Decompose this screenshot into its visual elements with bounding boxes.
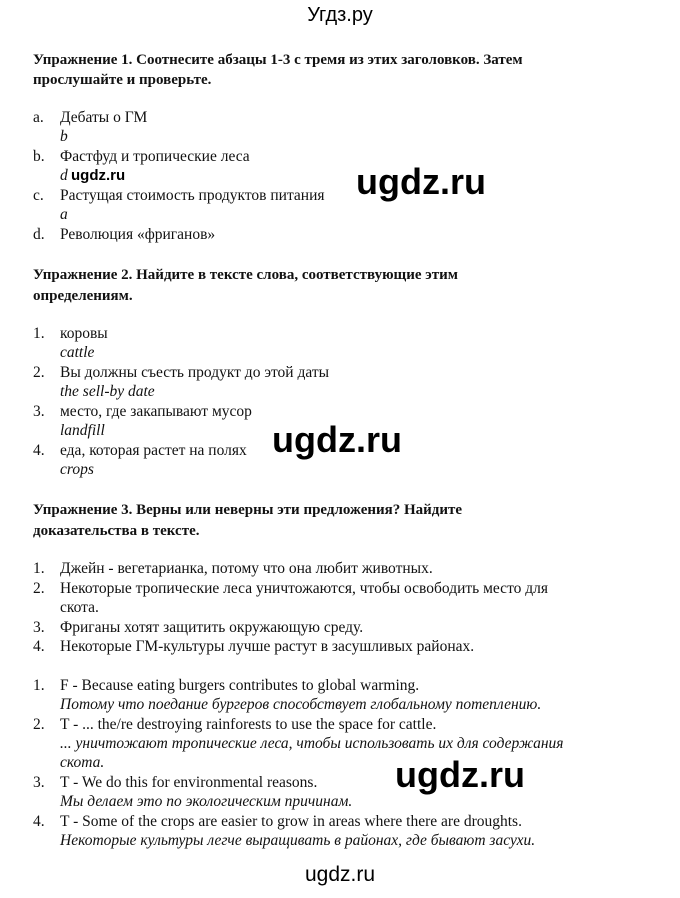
ex1-item-d-text: Революция «фриганов» <box>60 226 216 243</box>
ex1-item-b-text: Фастфуд и тропические леса <box>60 148 250 165</box>
watermark-big-3: ugdz.ru <box>391 755 529 795</box>
ex3-answer-3-marker: 3. <box>33 774 45 791</box>
ex3-answer-2-translation: ... уничтожают тропические леса, чтобы использовать их для содержания <box>60 735 564 752</box>
ex3-statement-3-text: Фриганы хотят защитить окружающую среду. <box>60 619 364 636</box>
watermark-big-1: ugdz.ru <box>352 162 490 202</box>
ex2-item-4-text: еда, которая растет на полях <box>60 442 247 459</box>
ex2-item-2-text: Вы должны съесть продукт до этой даты <box>60 364 330 381</box>
site-title: Угдз.ру <box>307 4 373 26</box>
exercise-1-title-line-1: Упражнение 1. Соотнесите абзацы 1-3 с тремя из этих заголовков. Затем <box>33 52 523 68</box>
ex3-answer-3-translation: Мы делаем это по экологическим причинам. <box>60 793 353 810</box>
ex1-item-d-marker: d. <box>33 226 45 243</box>
ex1-item-c-text: Растущая стоимость продуктов питания <box>60 187 325 204</box>
ex3-answer-2-translation-cont: скота. <box>60 754 105 771</box>
footer-site-link: ugdz.ru <box>304 863 376 886</box>
ex2-item-3-text: место, где закапывают мусор <box>60 403 252 420</box>
ex3-answer-4-english: T - Some of the crops are easier to grow in areas where there are droughts. <box>60 813 522 830</box>
ex3-statement-2-marker: 2. <box>33 580 45 597</box>
exercise-3-title-line-1: Упражнение 3. Верны или неверны эти предложения? Найдите <box>33 502 463 518</box>
ex3-statement-3-marker: 3. <box>33 619 45 636</box>
ex2-item-2-marker: 2. <box>33 364 45 381</box>
ex3-answer-2-marker: 2. <box>33 716 45 733</box>
ex2-item-4-answer: crops <box>60 461 94 478</box>
ex1-item-b-marker: b. <box>33 148 45 165</box>
ex1-item-a-answer: b <box>60 128 68 145</box>
ex3-answer-1-english: F - Because eating burgers contributes to global warming. <box>60 677 420 694</box>
ex3-statement-2-text-cont: скота. <box>60 599 99 616</box>
ex2-item-3-marker: 3. <box>33 403 45 420</box>
ex3-statement-1-text: Джейн - вегетарианка, потому что она любит животных. <box>60 560 433 577</box>
ex2-item-3-answer: landfill <box>60 422 105 439</box>
ex3-answer-1-translation: Потому что поедание бургеров способствует глобальному потеплению. <box>60 696 542 713</box>
ex1-item-a-marker: a. <box>33 109 44 126</box>
ex1-item-a-text: Дебаты о ГМ <box>60 109 148 126</box>
ex3-answer-1-marker: 1. <box>33 677 45 694</box>
ex3-statement-1-marker: 1. <box>33 560 45 577</box>
watermark-small: ugdz.ru <box>71 167 126 184</box>
ex3-answer-3-english: T - We do this for environmental reasons. <box>60 774 318 791</box>
ex3-answer-4-translation: Некоторые культуры легче выращивать в районах, где бывают засухи. <box>60 832 536 849</box>
exercise-2-title-line-1: Упражнение 2. Найдите в тексте слова, соответствующие этим <box>33 267 458 283</box>
ex2-item-1-marker: 1. <box>33 325 45 342</box>
ex1-item-b-answer: d <box>60 167 68 184</box>
exercise-3-title-line-2: доказательства в тексте. <box>33 523 200 539</box>
ex3-statement-2-text: Некоторые тропические леса уничтожаются, чтобы освободить место для <box>60 580 549 597</box>
ex1-item-c-answer: a <box>60 206 68 223</box>
ex2-item-1-answer: cattle <box>60 344 95 361</box>
ex2-item-1-text: коровы <box>60 325 108 342</box>
ex3-answer-2-english: T - ... the/re destroying rainforests to use the space for cattle. <box>60 716 437 733</box>
ex2-item-4-marker: 4. <box>33 442 45 459</box>
exercise-2-title-line-2: определениям. <box>33 288 133 304</box>
ex1-item-c-marker: c. <box>33 187 44 204</box>
ex3-statement-4-text: Некоторые ГМ-культуры лучше растут в засушливых районах. <box>60 638 475 655</box>
ex3-statement-4-marker: 4. <box>33 638 45 655</box>
exercise-1-title-line-2: прослушайте и проверьте. <box>33 72 212 88</box>
ex3-answer-4-marker: 4. <box>33 813 45 830</box>
ex2-item-2-answer: the sell-by date <box>60 383 155 400</box>
watermark-big-2: ugdz.ru <box>268 420 406 460</box>
